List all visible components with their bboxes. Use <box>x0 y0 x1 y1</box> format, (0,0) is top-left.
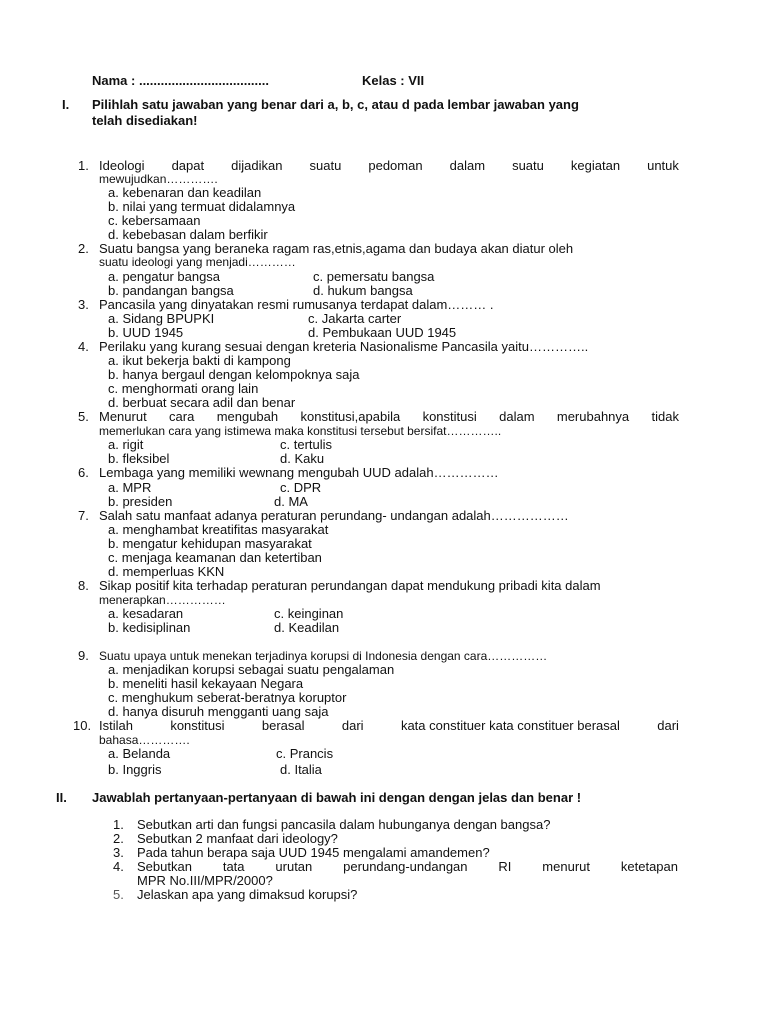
question-1-line-2: mewujudkan…………. <box>99 172 218 186</box>
section-1-numeral: I. <box>62 97 70 112</box>
question-8-number: 8. <box>78 578 89 593</box>
question-3-option-a: a. Sidang BPUPKI <box>108 311 215 326</box>
essay-1-number: 1. <box>113 817 124 832</box>
question-9-line-1: Suatu upaya untuk menekan terjadinya korupsi di Indonesia dengan cara…………… <box>99 649 548 663</box>
question-7-number: 7. <box>78 508 89 523</box>
question-8-option-b: b. kedisiplinan <box>108 620 191 635</box>
question-2-option-c: c. pemersatu bangsa <box>313 269 435 284</box>
question-4-option-c: c. menghormati orang lain <box>108 381 259 396</box>
section-2-instruction: Jawablah pertanyaan-pertanyaan di bawah ini dengan dengan jelas dan benar ! <box>92 790 582 805</box>
question-9-option-d: d. hanya disuruh mengganti uang saja <box>108 704 329 719</box>
class-label: Kelas : VII <box>362 73 425 88</box>
essay-3-number: 3. <box>113 845 124 860</box>
question-10-option-d: d. Italia <box>280 762 322 777</box>
question-1-option-d: d. kebebasan dalam berfikir <box>108 227 268 242</box>
question-10-number: 10. <box>73 718 92 733</box>
question-9-option-b: b. meneliti hasil kekayaan Negara <box>108 676 304 691</box>
question-5-line-2: memerlukan cara yang istimewa maka konstitusi tersebut bersifat………….. <box>99 424 502 438</box>
question-3-line-1: Pancasila yang dinyatakan resmi rumusanya terdapat dalam……… . <box>99 297 494 312</box>
question-10-line-1: Istilah konstitusi berasal dari kata constituer kata constituer berasal dari <box>99 718 679 733</box>
question-6-option-b: b. presiden <box>108 494 173 509</box>
essay-5-number: 5. <box>113 887 124 902</box>
question-5-option-b: b. fleksibel <box>108 451 170 466</box>
essay-3-text: Pada tahun berapa saja UUD 1945 mengalami amandemen? <box>137 845 490 860</box>
question-9-number: 9. <box>78 648 89 663</box>
question-2-line-1: Suatu bangsa yang beraneka ragam ras,etnis,agama dan budaya akan diatur oleh <box>99 241 574 256</box>
question-10-option-c: c. Prancis <box>276 746 334 761</box>
question-5-option-a: a. rigit <box>108 437 144 452</box>
question-6-number: 6. <box>78 465 89 480</box>
question-1-option-b: b. nilai yang termuat didalamnya <box>108 199 296 214</box>
question-6-option-a: a. MPR <box>108 480 152 495</box>
question-9-option-c: c. menghukum seberat-beratnya koruptor <box>108 690 347 705</box>
question-9-option-a: a. menjadikan korupsi sebagai suatu pengalaman <box>108 662 395 677</box>
question-8-line-2: menerapkan…………… <box>99 593 226 607</box>
question-1-option-a: a. kebenaran dan keadilan <box>108 185 262 200</box>
essay-4-number: 4. <box>113 859 124 874</box>
essay-2-text: Sebutkan 2 manfaat dari ideology? <box>137 831 338 846</box>
question-3-option-d: d. Pembukaan UUD 1945 <box>308 325 457 340</box>
section-1-instruction-line-1: Pilihlah satu jawaban yang benar dari a, b, c, atau d pada lembar jawaban yang <box>92 97 579 112</box>
section-1-instruction-line-2: telah disediakan! <box>92 113 198 128</box>
question-1-number: 1. <box>78 158 89 173</box>
question-5-line-1: Menurut cara mengubah konstitusi,apabila konstitusi dalam merubahnya tidak <box>99 409 679 424</box>
essay-2-number: 2. <box>113 831 124 846</box>
question-6-option-c: c. DPR <box>280 480 322 495</box>
question-1-line-1: Ideologi dapat dijadikan suatu pedoman dalam suatu kegiatan untuk <box>99 158 679 173</box>
question-2-option-a: a. pengatur bangsa <box>108 269 221 284</box>
question-3-number: 3. <box>78 297 89 312</box>
question-2-option-d: d. hukum bangsa <box>313 283 413 298</box>
essay-4-line-1: Sebutkan tata urutan perundang-undangan RI menurut ketetapan <box>137 859 678 874</box>
question-5-number: 5. <box>78 409 89 424</box>
question-8-option-d: d. Keadilan <box>274 620 340 635</box>
essay-1-text: Sebutkan arti dan fungsi pancasila dalam hubunganya dengan bangsa? <box>137 817 551 832</box>
question-10-option-a: a. Belanda <box>108 746 171 761</box>
question-4-option-d: d. berbuat secara adil dan benar <box>108 395 296 410</box>
question-4-option-a: a. ikut bekerja bakti di kampong <box>108 353 291 368</box>
question-5-option-d: d. Kaku <box>280 451 325 466</box>
question-5-option-c: c. tertulis <box>280 437 333 452</box>
essay-5-text: Jelaskan apa yang dimaksud korupsi? <box>137 887 358 902</box>
question-3-option-c: c. Jakarta carter <box>308 311 402 326</box>
essay-4-line-2: MPR No.III/MPR/2000? <box>137 873 273 888</box>
question-6-option-d: d. MA <box>274 494 308 509</box>
question-7-option-c: c. menjaga keamanan dan ketertiban <box>108 550 322 565</box>
name-field-label: Nama : .................................... <box>92 73 269 88</box>
section-2-numeral: II. <box>56 790 67 805</box>
question-7-option-a: a. menghambat kreatifitas masyarakat <box>108 522 329 537</box>
question-2-number: 2. <box>78 241 89 256</box>
question-8-option-c: c. keinginan <box>274 606 344 621</box>
question-8-line-1: Sikap positif kita terhadap peraturan perundangan dapat mendukung pribadi kita dalam <box>99 578 601 593</box>
question-4-option-b: b. hanya bergaul dengan kelompoknya saja <box>108 367 360 382</box>
question-7-option-b: b. mengatur kehidupan masyarakat <box>108 536 312 551</box>
question-2-line-2: suatu ideologi yang menjadi………… <box>99 255 296 269</box>
question-10-line-2: bahasa…………. <box>99 733 190 747</box>
question-3-option-b: b. UUD 1945 <box>108 325 184 340</box>
question-2-option-b: b. pandangan bangsa <box>108 283 234 298</box>
question-8-option-a: a. kesadaran <box>108 606 184 621</box>
question-7-line-1: Salah satu manfaat adanya peraturan perundang- undangan adalah……………… <box>99 508 569 523</box>
question-1-option-c: c. kebersamaan <box>108 213 201 228</box>
question-4-number: 4. <box>78 339 89 354</box>
question-4-line-1: Perilaku yang kurang sesuai dengan kreteria Nasionalisme Pancasila yaitu………….. <box>99 339 589 354</box>
question-7-option-d: d. memperluas KKN <box>108 564 225 579</box>
question-10-option-b: b. Inggris <box>108 762 162 777</box>
question-6-line-1: Lembaga yang memiliki wewnang mengubah UUD adalah…………… <box>99 465 499 480</box>
